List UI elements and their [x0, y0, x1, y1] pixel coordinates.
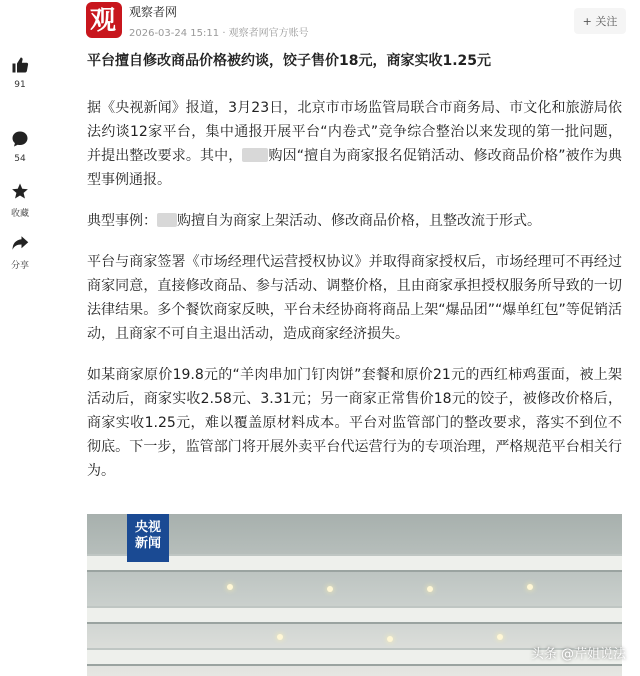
- follow-button[interactable]: + 关注: [574, 8, 626, 34]
- comment-icon: [11, 130, 29, 148]
- avatar-logo-text: 观: [90, 6, 117, 36]
- star-icon: [11, 182, 29, 200]
- ceiling-light: [277, 634, 283, 640]
- ceiling-light: [327, 586, 333, 592]
- redacted-platform-name-2: [157, 213, 177, 227]
- comment-count: 54: [14, 154, 26, 164]
- redacted-platform-name: [242, 148, 268, 162]
- author-avatar[interactable]: [86, 2, 122, 38]
- post-meta: [129, 24, 309, 39]
- share-button[interactable]: [0, 234, 40, 271]
- paragraph-3: 平台与商家签署《市场经理代运营授权协议》并取得商家授权后，市场经理可不再经过商家同意，直接修改商品、参与活动、调整价格，且由商家承担授权服务所导致的一切法律结果。多个餐饮商家反映，平台未经协商将商品上架“爆品团”“爆单红包”等促销活动，且商家不可自主退出活动，造成商家经济损失。: [87, 254, 622, 342]
- favorite-label: 收藏: [10, 209, 29, 219]
- ceiling-beam: [87, 606, 622, 624]
- cctv-news-logo: [127, 514, 169, 562]
- comment-button[interactable]: [0, 130, 40, 164]
- paragraph-2-text-a: 典型事例：: [87, 213, 157, 229]
- paragraph-1: [87, 96, 622, 192]
- article-header: [86, 2, 626, 42]
- like-button[interactable]: [0, 56, 40, 90]
- author-name[interactable]: 观察者网: [129, 5, 178, 19]
- paragraph-4: 如某商家原价19.8元的“羊肉串加门钉肉饼”套餐和原价21元的西红柿鸡蛋面，被上架活动后，商家实收2.58元、3.31元；另一商家正常售价18元的饺子，被修改价格后，商家实收1.25元，难以覆盖原材料成本。平台对监管部门的整改要求，落实不到位不彻底。下一步，监管部门将开展外卖平台代运营行为的专项治理，严格规范平台相关行为。: [87, 367, 622, 479]
- paragraph-2: [87, 209, 622, 233]
- paragraph-2-text-b: 购擅自为商家上架活动、修改商品价格，且整改流于形式。: [177, 213, 541, 229]
- like-count: 91: [14, 80, 26, 90]
- cctv-logo-line1: 央视: [134, 520, 161, 535]
- share-label: 分享: [10, 261, 29, 271]
- cctv-logo-line2: 新闻: [134, 536, 161, 551]
- ceiling-light: [427, 586, 433, 592]
- ceiling-light: [497, 634, 503, 640]
- share-icon: [11, 234, 29, 252]
- ceiling-light: [527, 584, 533, 590]
- ceiling-light: [227, 584, 233, 590]
- thumb-up-icon: [11, 56, 29, 74]
- paragraph-1-text-a: 据《央视新闻》报道，3月23日，北京市市场监管局联合市商务局、市文化和旅游局依法约谈12家平台，集中通报开展平台“内卷式”竞争综合整治以来发现的第一批问题，并提出整改要求。其中，: [87, 100, 622, 164]
- post-timestamp: 2026-03-24 15:11: [129, 28, 220, 39]
- paragraph-1-text-b: 购因“擅自为商家报名促销活动、修改商品价格”被作为典型事例通报。: [87, 148, 622, 188]
- ceiling-light: [387, 636, 393, 642]
- article-body: [87, 96, 622, 500]
- article-title: 平台擅自修改商品价格被约谈，饺子售价18元，商家实收1.25元: [87, 53, 492, 69]
- watermark: 头条 @芹姐说法: [530, 647, 626, 662]
- favorite-button[interactable]: [0, 182, 40, 219]
- interaction-sidebar: [0, 0, 40, 676]
- account-note: · 观察者网官方账号: [222, 28, 309, 39]
